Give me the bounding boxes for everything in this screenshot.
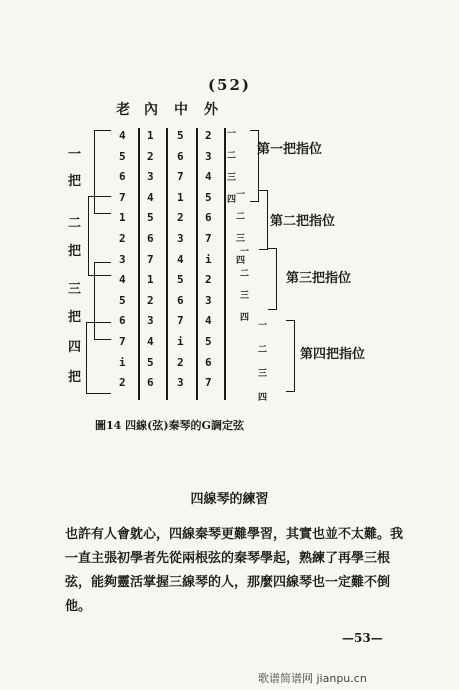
- finger-number: 二: [258, 345, 268, 355]
- note-number: 2: [119, 232, 126, 245]
- section-title: 四線琴的練習: [190, 492, 269, 507]
- note-number: 6: [177, 293, 184, 307]
- note-number: 4: [119, 273, 126, 287]
- note-number: 2: [205, 273, 212, 287]
- note-number: 7: [205, 232, 212, 245]
- note-number: 4: [147, 335, 154, 348]
- finger-bracket: [286, 320, 295, 392]
- note-number: 3: [205, 293, 212, 307]
- finger-number: 三: [258, 369, 268, 379]
- zone-label-second: 第二把指位: [270, 214, 336, 229]
- note-number: 3: [147, 314, 154, 328]
- string-header-lao: 老: [116, 102, 130, 118]
- note-number: 1: [119, 211, 126, 225]
- finger-bracket: [259, 190, 268, 250]
- note-number: 7: [177, 314, 184, 328]
- note-number: 4: [177, 252, 184, 266]
- note-number: 2: [177, 355, 184, 369]
- note-number: 6: [147, 232, 154, 245]
- page-number: —53—: [342, 631, 383, 645]
- note-number: 6: [205, 211, 212, 225]
- position-bracket: [86, 322, 111, 394]
- zone-label-first: 第一把指位: [257, 142, 323, 157]
- note-number: i: [119, 355, 126, 369]
- note-number: 6: [177, 149, 184, 163]
- note-number: 7: [119, 335, 126, 348]
- note-number: 7: [119, 190, 126, 204]
- note-number: 5: [119, 293, 126, 307]
- watermark: 歌谱简谱网 jianpu.cn: [258, 672, 367, 685]
- note-number: 5: [147, 355, 154, 369]
- finger-number: 四: [236, 256, 246, 266]
- figure-page-marker: (52): [207, 76, 252, 94]
- string-line: [166, 128, 168, 400]
- string-header-wai: 外: [204, 102, 218, 118]
- note-number: 6: [119, 314, 126, 328]
- finger-number: 一: [240, 247, 250, 257]
- string-header-zhong: 中: [174, 102, 188, 118]
- note-number: 3: [205, 149, 212, 163]
- note-number: 5: [147, 211, 154, 225]
- finger-number: 四: [227, 195, 237, 205]
- finger-number: 一: [236, 190, 246, 200]
- string-header-nei: 內: [144, 102, 158, 118]
- finger-number: 一: [258, 321, 268, 331]
- note-number: 6: [119, 170, 126, 184]
- note-number: 1: [177, 190, 184, 204]
- note-number: 4: [205, 314, 212, 328]
- finger-number: 四: [240, 313, 250, 323]
- finger-bracket: [268, 248, 277, 310]
- string-line: [224, 128, 226, 400]
- finger-number: 四: [258, 393, 268, 403]
- position-label: 三: [68, 282, 82, 297]
- string-line: [196, 128, 198, 400]
- position-label: 四: [68, 340, 82, 355]
- figure-caption: 圖14 四線(弦)秦琴的G調定弦: [95, 419, 244, 432]
- string-line: [138, 128, 140, 400]
- note-number: i: [177, 335, 184, 348]
- finger-number: 二: [227, 151, 237, 161]
- finger-number: 一: [227, 129, 237, 139]
- note-number: 4: [147, 190, 154, 204]
- note-number: 3: [119, 252, 126, 266]
- note-number: i: [205, 252, 212, 266]
- note-number: 2: [147, 149, 154, 163]
- note-number: 1: [147, 273, 154, 287]
- position-label: 把: [68, 370, 82, 385]
- note-number: 3: [147, 170, 154, 184]
- finger-number: 三: [240, 291, 250, 301]
- finger-number: 三: [236, 234, 246, 244]
- note-number: 4: [205, 170, 212, 184]
- zone-label-fourth: 第四把指位: [300, 347, 366, 362]
- note-number: 4: [119, 129, 126, 142]
- body-paragraph: 也許有人會躭心，四線秦琴更難學習，其實也並不太難。我一直主張初學者先從兩根弦的秦琴學起，熟練了再學三根弦，能夠靈活掌握三線琴的人，那麼四線琴也一定難不倒他。: [65, 527, 404, 614]
- note-number: 3: [177, 376, 184, 390]
- note-number: 2: [119, 376, 126, 390]
- position-label: 一: [68, 147, 82, 162]
- note-number: 2: [177, 211, 184, 225]
- note-number: 7: [177, 170, 184, 184]
- note-number: 5: [119, 149, 126, 163]
- note-number: 6: [205, 355, 212, 369]
- position-label: 把: [68, 174, 82, 189]
- finger-number: 二: [236, 212, 246, 222]
- finger-number: 三: [227, 173, 237, 183]
- note-number: 3: [177, 232, 184, 245]
- position-label: 把: [68, 310, 82, 325]
- zone-label-third: 第三把指位: [286, 271, 352, 286]
- finger-number: 二: [240, 269, 250, 279]
- note-number: 1: [147, 129, 154, 142]
- note-number: 7: [205, 376, 212, 390]
- position-label: 把: [68, 244, 82, 259]
- note-number: 5: [205, 335, 212, 348]
- note-number: 5: [177, 129, 184, 142]
- note-number: 5: [205, 190, 212, 204]
- note-number: 2: [205, 129, 212, 142]
- note-number: 2: [147, 293, 154, 307]
- note-number: 7: [147, 252, 154, 266]
- note-number: 5: [177, 273, 184, 287]
- note-number: 6: [147, 376, 154, 390]
- position-label: 二: [68, 216, 82, 231]
